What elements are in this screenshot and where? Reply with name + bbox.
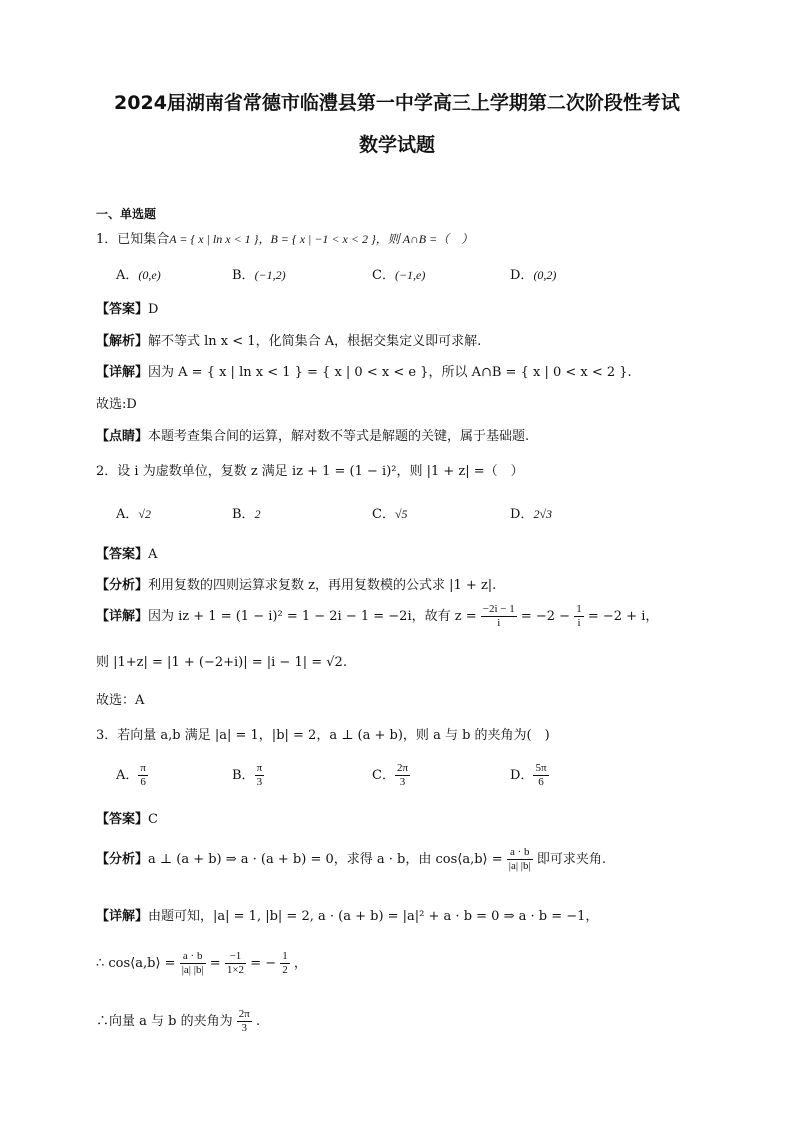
detail-text: ，	[293, 956, 307, 971]
analysis-text: 解不等式 ln x < 1，化简集合 A，根据交集定义即可求解.	[148, 334, 482, 349]
fraction-denominator: 6	[140, 776, 146, 788]
question-1-stem	[96, 228, 473, 247]
detail-tag: 【详解】	[96, 365, 149, 380]
option-letter: B．	[232, 768, 255, 783]
option-value: (0,2)	[533, 268, 557, 282]
option-letter: C．	[372, 507, 395, 522]
answer-tag: 【答案】	[96, 547, 149, 562]
option-letter: D．	[510, 268, 534, 283]
detail-text: = −2 + i，	[587, 609, 659, 624]
option-value: (0,e)	[138, 268, 161, 282]
fraction	[481, 603, 517, 630]
option-letter: A．	[116, 268, 139, 283]
option-letter: A．	[116, 768, 139, 783]
q2-detail-line2: 则 |1+z| = |1 + (−2+i)| = |i − 1| = √2.	[96, 655, 347, 670]
fraction-denominator: 1×2	[226, 964, 245, 976]
fraction-denominator: 3	[399, 776, 406, 788]
fraction	[280, 950, 290, 977]
option-letter: B．	[232, 507, 255, 522]
q3-analysis	[96, 846, 606, 873]
question-3-stem: 3．若向量 a,b 满足 |a| = 1，|b| = 2，a ⊥ (a + b)，则 a 与 b 的夹角为( )	[96, 728, 550, 743]
option-letter: B．	[232, 268, 255, 283]
q2-analysis	[96, 574, 496, 593]
comment-text: 本题考查集合间的运算，解对数不等式是解题的关键，属于基础题.	[148, 429, 530, 444]
q2-conclusion: 故选：A	[96, 693, 145, 708]
q1-option-a	[116, 264, 161, 283]
page-title: 2024届湖南省常德市临澧县第一中学高三上学期第二次阶段性考试	[114, 92, 680, 114]
fraction-numerator: π	[140, 762, 146, 774]
option-letter: C．	[372, 268, 395, 283]
answer-value: D	[148, 302, 159, 317]
fraction-denominator: 2	[282, 964, 288, 976]
fraction	[138, 762, 148, 789]
comment-tag: 【点睛】	[96, 429, 149, 444]
fraction-numerator: a · b	[507, 846, 533, 860]
page-subtitle: 数学试题	[358, 134, 435, 156]
q2-option-d	[510, 503, 552, 522]
q2-option-a	[116, 503, 151, 522]
q1-option-c	[372, 264, 425, 283]
fraction-denominator: 3	[256, 776, 263, 788]
detail-text: =	[209, 956, 221, 971]
q3-option-a	[116, 762, 148, 789]
fraction-denominator: 3	[241, 1022, 248, 1034]
detail-text: = −2 −	[520, 609, 571, 624]
fraction-numerator: 5π	[535, 762, 547, 774]
analysis-tag: 【解析】	[96, 334, 149, 349]
q2-detail	[96, 603, 658, 630]
q1-option-b	[232, 264, 286, 283]
option-value: 2√3	[533, 507, 553, 521]
q1-conclusion: 故选:D	[96, 397, 137, 412]
fraction	[180, 950, 206, 977]
q3-option-d	[510, 762, 549, 789]
detail-text: ∴ cos⟨a,b⟩ =	[96, 956, 176, 971]
detail-text: ∴向量 a 与 b 的夹角为	[96, 1014, 233, 1029]
option-value: √5	[394, 507, 408, 521]
analysis-tag: 【分析】	[96, 852, 149, 867]
fraction	[507, 846, 533, 873]
section-heading: 一、单选题	[96, 207, 157, 221]
answer-tag: 【答案】	[96, 302, 149, 317]
fraction-numerator: a · b	[180, 950, 206, 964]
q3-final	[96, 1008, 260, 1035]
option-value: (−1,2)	[254, 268, 286, 282]
q3-cos-line	[96, 950, 307, 977]
fraction-numerator: −2i − 1	[482, 603, 515, 615]
fraction-denominator: |a| |b|	[508, 860, 531, 872]
fraction	[225, 950, 246, 977]
fraction-denominator: 6	[538, 776, 544, 788]
q1-option-d	[510, 264, 556, 283]
fraction-numerator: 1	[576, 603, 582, 615]
question-2-stem: 2．设 i 为虚数单位，复数 z 满足 iz + 1 = (1 − i)²，则 |1 + z| =（ ）	[96, 464, 524, 479]
option-letter: A．	[116, 507, 139, 522]
detail-text: 由题可知，|a| = 1, |b| = 2, a · (a + b) = |a|² + a · b = 0 ⇒ a · b = −1，	[148, 909, 599, 924]
option-letter: D．	[510, 768, 534, 783]
q1-detail	[96, 361, 632, 380]
detail-text: = −	[250, 956, 277, 971]
analysis-text: 利用复数的四则运算求复数 z，再用复数模的公式求 |1 + z|.	[148, 578, 497, 593]
option-letter: C．	[372, 768, 395, 783]
q3-answer	[96, 808, 158, 827]
fraction	[574, 603, 584, 630]
q2-option-b	[232, 503, 261, 522]
option-value: (−1,e)	[394, 268, 426, 282]
fraction-numerator: 1	[282, 950, 288, 962]
detail-text: .	[255, 1014, 261, 1029]
q1-analysis	[96, 330, 481, 349]
option-letter: D．	[510, 507, 534, 522]
q1-comment	[96, 425, 529, 444]
q1-answer	[96, 298, 158, 317]
q3-detail	[96, 905, 598, 924]
analysis-tag: 【分析】	[96, 578, 149, 593]
fraction-numerator: 2π	[238, 1008, 250, 1020]
fraction	[533, 762, 548, 789]
answer-value: A	[148, 547, 158, 562]
fraction-denominator: i	[497, 617, 501, 629]
option-value: √2	[138, 507, 151, 521]
analysis-text: 即可求夹角.	[536, 852, 606, 867]
option-value: 2	[254, 507, 261, 521]
q2-answer	[96, 543, 157, 562]
fraction-numerator: π	[256, 762, 263, 774]
fraction	[395, 762, 410, 789]
question-1-math: A = { x | ln x < 1 }，B = { x | −1 < x < 2 }，则 A∩B =（ ）	[169, 232, 474, 246]
q2-option-c	[372, 503, 408, 522]
question-1-text: 1．已知集合	[96, 232, 170, 247]
fraction-numerator: 2π	[396, 762, 409, 774]
fraction-denominator: i	[577, 617, 581, 629]
fraction-denominator: |a| |b|	[181, 964, 204, 976]
detail-text: 因为 A = { x | ln x < 1 } = { x | 0 < x < e }，所以 A∩B = { x | 0 < x < 2 }.	[148, 365, 632, 380]
analysis-text: a ⊥ (a + b) ⇒ a · (a + b) = 0，求得 a · b，由 cos⟨a,b⟩ =	[148, 852, 503, 867]
q3-option-c	[372, 762, 410, 789]
detail-tag: 【详解】	[96, 909, 149, 924]
answer-value: C	[148, 812, 158, 827]
fraction	[255, 762, 265, 789]
fraction-numerator: −1	[225, 950, 246, 964]
detail-text: 因为 iz + 1 = (1 − i)² = 1 − 2i − 1 = −2i，故有 z =	[148, 609, 477, 624]
answer-tag: 【答案】	[96, 812, 149, 827]
fraction	[237, 1008, 252, 1035]
q3-option-b	[232, 762, 264, 789]
detail-tag: 【详解】	[96, 609, 149, 624]
